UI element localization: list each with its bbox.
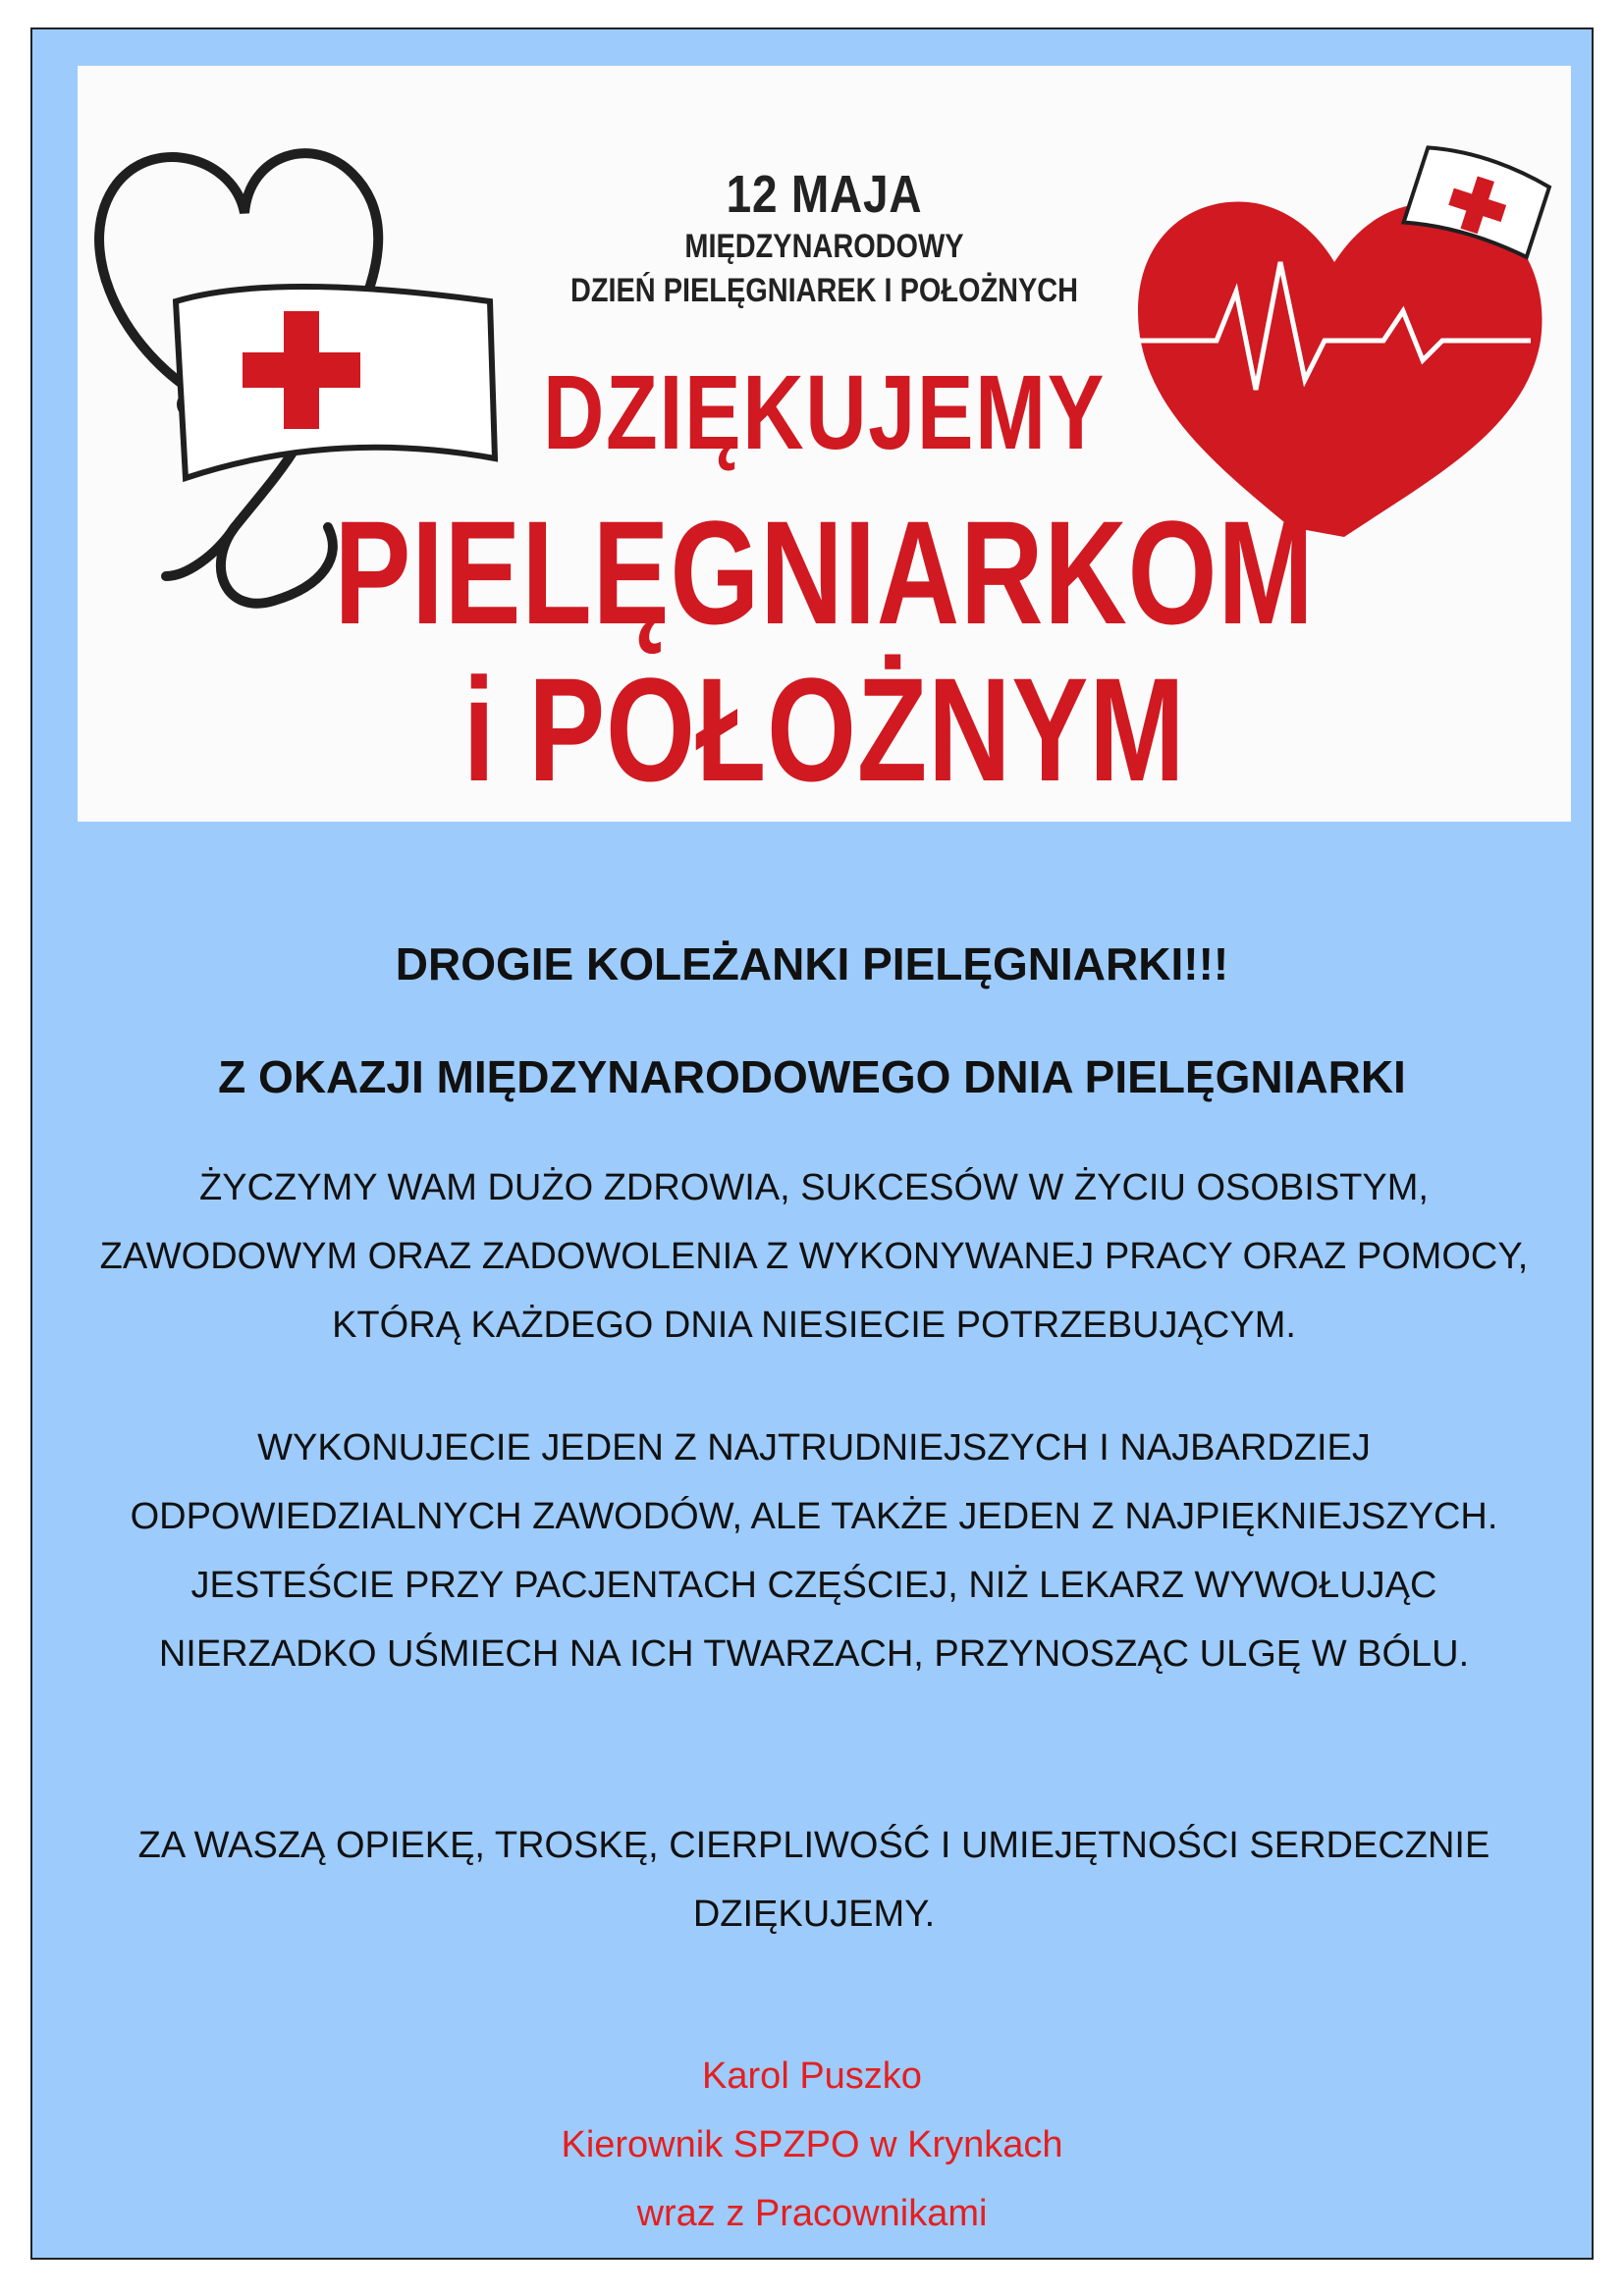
greeting-heading: DROGIE KOLEŻANKI PIELĘGNIARKI!!! [395,938,1229,989]
thanks-paragraph: ZA WASZĄ OPIEKĘ, TROSKĘ, CIERPLIWOŚĆ I UMIEJĘTNOŚCI SERDECZNIE DZIĘKUJEMY. [137,1825,1490,1935]
signature-role: Kierownik SPZPO w Krynkach [561,2124,1063,2165]
wishes-paragraph: ŻYCZYMY WAM DUŻO ZDROWIA, SUKCESÓW W ŻYCIU OSOBISTYM, ZAWODOWYM ORAZ ZADOWOLENIA Z WYKONYWANEJ PRACY ORAZ POMOCY, KTÓRĄ KAŻDEGO DNIA NIESIECIE POTRZEBUJĄCYM. [99,1167,1529,1346]
banner-nurses: PIELĘGNIARKOM [334,490,1315,655]
banner-image [78,66,1571,822]
banner-subtitle-line1: MIĘDZYNARODOWY [684,228,964,265]
signature-block [32,2042,1592,2248]
banner-date: 12 MAJA [726,165,923,224]
occasion-heading: Z OKAZJI MIĘDZYNARODOWEGO DNIA PIELĘGNIARKI [218,1051,1406,1102]
banner-subtitle-line2: DZIEŃ PIELĘGNIAREK I POŁOŻNYCH [569,272,1079,309]
banner-midwives: i POŁOŻNYM [462,647,1186,812]
banner-thanks: DZIĘKUJEMY [543,352,1106,471]
signature-name: Karol Puszko [702,2056,922,2097]
poster-frame [30,27,1594,2260]
profession-paragraph: WYKONUJECIE JEDEN Z NAJTRUDNIEJSZYCH I NAJBARDZIEJ ODPOWIEDZIALNYCH ZAWODÓW, ALE TAKŻE JEDEN Z NAJPIĘKNIEJSZYCH. JESTEŚCIE PRZY PACJENTACH CZĘŚCIEJ, NIŻ LEKARZ WYWOŁUJĄC NIERZADKO UŚMIECH NA ICH TWARZACH, PRZYNOSZĄC ULGĘ W BÓLU. [130,1427,1498,1675]
signature-with-staff: wraz z Pracownikami [636,2193,988,2234]
